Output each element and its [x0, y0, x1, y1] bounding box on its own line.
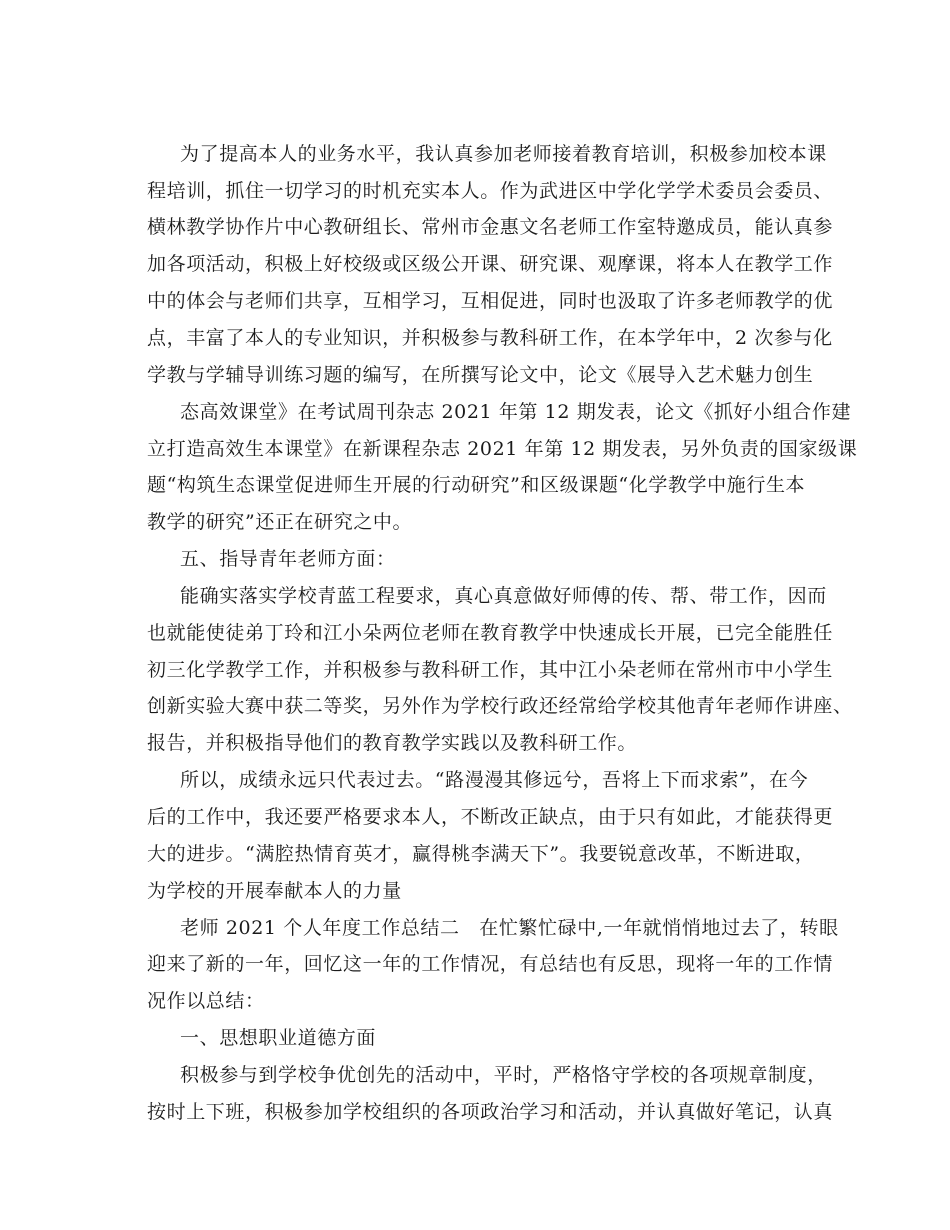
text-line: 也就能使徒弟丁玲和江小朵两位老师在教育教学中快速成长开展，已完全能胜任	[147, 622, 834, 644]
text-line: 程培训，抓住一切学习的时机充实本人。作为武进区中学化学学术委员会委员、	[147, 180, 834, 202]
text-line: 能确实落实学校青蓝工程要求，真心真意做好师傅的传、帮、带工作，因而	[180, 585, 827, 607]
text-line: 按时上下班，积极参加学校组织的各项政治学习和活动，并认真做好笔记，认真	[147, 1101, 834, 1123]
text-line: 况作以总结：	[147, 990, 265, 1012]
text-line: 为了提高本人的业务水平，我认真参加老师接着教育培训，积极参加校本课	[180, 143, 827, 165]
text-line: 学教与学辅导训练习题的编写，在所撰写论文中，论文《展导入艺术魅力创生	[147, 364, 814, 386]
text-line: 积极参与到学校争优创先的活动中，平时，严格恪守学校的各项规章制度，	[180, 1064, 827, 1086]
text-line: 报告，并积极指导他们的教育教学实践以及教科研工作。	[147, 732, 638, 754]
text-line: 题“构筑生态课堂促进师生开展的行动研究”和区级课题“化学教学中施行生本	[147, 474, 806, 496]
text-line: 大的进步。“满腔热情育英才，赢得桃李满天下”。我要锐意改革，不断进取，	[147, 843, 815, 865]
text-line: 点，丰富了本人的专业知识，并积极参与教科研工作，在本学年中，2 次参与化	[147, 327, 833, 349]
text-line: 横林教学协作片中心教研组长、常州市金惠文名老师工作室特邀成员，能认真参	[147, 216, 834, 238]
text-line: 老师 2021 个人年度工作总结二 在忙繁忙碌中,一年就悄悄地过去了，转眼	[180, 917, 839, 939]
text-line: 态高效课堂》在考试周刊杂志 2021 年第 12 期发表，论文《抓好小组合作建	[180, 401, 852, 423]
section-heading: 五、指导青年老师方面：	[180, 548, 396, 570]
text-line: 迎来了新的一年，回忆这一年的工作情况，有总结也有反思，现将一年的工作情	[147, 953, 834, 975]
text-line: 初三化学教学工作，并积极参与教科研工作，其中江小朵老师在常州市中小学生	[147, 659, 834, 681]
text-line: 中的体会与老师们共享，互相学习，互相促进，同时也汲取了许多老师教学的优	[147, 290, 834, 312]
text-line: 立打造高效生本课堂》在新课程杂志 2021 年第 12 期发表，另外负责的国家级课	[147, 438, 858, 460]
text-line: 后的工作中，我还要严格要求本人，不断改正缺点，由于只有如此，才能获得更	[147, 806, 834, 828]
section-heading: 一、思想职业道德方面	[180, 1027, 377, 1049]
text-line: 创新实验大赛中获二等奖，另外作为学校行政还经常给学校其他青年老师作讲座、	[147, 695, 853, 717]
text-line: 加各项活动，积极上好校级或区级公开课、研究课、观摩课，将本人在教学工作	[147, 253, 834, 275]
text-line: 所以，成绩永远只代表过去。“路漫漫其修远兮，吾将上下而求索”，在今	[180, 769, 809, 791]
text-line: 为学校的开展奉献本人的力量	[147, 880, 402, 902]
text-line: 教学的研究”还正在研究之中。	[147, 511, 413, 533]
